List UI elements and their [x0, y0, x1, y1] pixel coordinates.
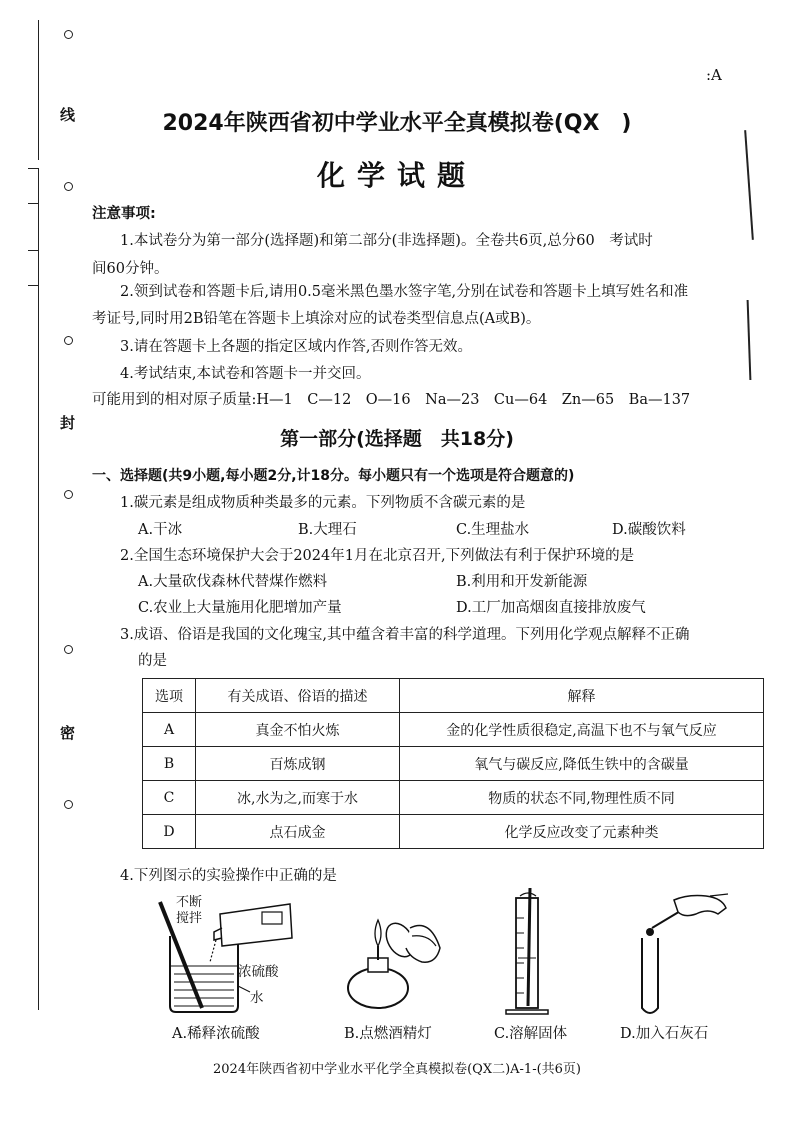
figure-a-label-water: 水	[250, 990, 264, 1006]
table-cell: 物质的状态不同,物理性质不同	[400, 781, 764, 815]
figure-d-caption: D.加入石灰石	[620, 1026, 709, 1042]
table-row	[143, 713, 764, 747]
binding-line-mid	[38, 190, 39, 1010]
figure-a-label-stir: 不断搅拌	[176, 895, 203, 926]
table-cell: 金的化学性质很稳定,高温下也不与氧气反应	[400, 713, 764, 747]
figure-a-caption: A.稀释浓硫酸	[172, 1026, 260, 1042]
q1-option-b: B.大理石	[298, 522, 357, 538]
q1-option-d: D.碳酸饮料	[612, 522, 686, 538]
note-3: 3.请在答题卡上各题的指定区域内作答,否则作答无效。	[120, 339, 472, 355]
q4-stem: 4.下列图示的实验操作中正确的是	[120, 868, 337, 884]
q2-option-d: D.工厂加高烟囱直接排放废气	[456, 600, 646, 616]
paper-type-mark: :A	[706, 66, 722, 84]
table-cell: 百炼成钢	[196, 747, 400, 781]
figure-b-alcohol-lamp	[340, 888, 450, 1018]
binding-hole	[64, 30, 73, 39]
q3-table	[142, 678, 764, 849]
binding-hole	[64, 800, 73, 809]
note-1-cont: 间60分钟。	[92, 261, 169, 277]
alcohol-lamp-illustration	[340, 888, 450, 1018]
subject-title: 化学试题	[316, 159, 477, 192]
atomic-masses: 可能用到的相对原子质量:H—1 C—12 O—16 Na—23 Cu—64 Zn—65 Ba—137	[92, 392, 691, 408]
table-row	[143, 815, 764, 849]
note-2-cont: 考证号,同时用2B铅笔在答题卡上填涂对应的试卷类型信息点(A或B)。	[92, 311, 541, 327]
test-tube-illustration	[622, 888, 732, 1018]
margin-word-secret: 密	[60, 724, 76, 742]
margin-word-seal: 封	[60, 414, 76, 432]
table-header: 选项	[143, 679, 196, 713]
table-cell: 化学反应改变了元素种类	[400, 815, 764, 849]
q3-stem: 3.成语、俗语是我国的文化瑰宝,其中蕴含着丰富的科学道理。下列用化学观点解释不正确	[120, 627, 690, 643]
table-cell: D	[143, 815, 196, 849]
figure-c-cylinder	[498, 888, 558, 1018]
note-4: 4.考试结束,本试卷和答题卡一并交回。	[120, 366, 371, 382]
table-cell: C	[143, 781, 196, 815]
margin-word-line: 线	[60, 106, 76, 124]
table-header: 有关成语、俗语的描述	[196, 679, 400, 713]
q1-option-c: C.生理盐水	[456, 522, 530, 538]
figure-a-dilution	[140, 888, 300, 1018]
page-footer: 2024年陕西省初中学业水平化学全真模拟卷(QX二)A-1-(共6页)	[213, 1062, 581, 1077]
figure-d-test-tube	[622, 888, 732, 1018]
binding-hole	[64, 645, 73, 654]
binding-bracket-2	[28, 250, 39, 286]
q2-stem: 2.全国生态环境保护大会于2024年1月在北京召开,下列做法有利于保护环境的是	[120, 548, 635, 564]
figure-c-caption: C.溶解固体	[494, 1026, 568, 1042]
exam-title: 2024年陕西省初中学业水平全真模拟卷(QX )	[162, 111, 632, 136]
notes-heading: 注意事项:	[92, 206, 156, 222]
part1-heading: 第一部分(选择题 共18分)	[280, 428, 514, 450]
table-cell: 点石成金	[196, 815, 400, 849]
table-cell: B	[143, 747, 196, 781]
dilution-illustration	[140, 888, 300, 1018]
binding-hole	[64, 490, 73, 499]
binding-line-top	[38, 20, 39, 160]
table-cell: 氧气与碳反应,降低生铁中的含碳量	[400, 747, 764, 781]
q2-option-c: C.农业上大量施用化肥增加产量	[138, 600, 342, 616]
table-row	[143, 781, 764, 815]
table-cell: 冰,水为之,而寒于水	[196, 781, 400, 815]
table-cell: A	[143, 713, 196, 747]
note-2: 2.领到试卷和答题卡后,请用0.5毫米黑色墨水签字笔,分别在试卷和答题卡上填写姓名和准	[120, 284, 689, 300]
table-cell: 真金不怕火炼	[196, 713, 400, 747]
q3-stem-cont: 的是	[138, 653, 167, 669]
note-1: 1.本试卷分为第一部分(选择题)和第二部分(非选择题)。全卷共6页,总分60 考试时	[120, 233, 653, 249]
right-edge-mark	[747, 300, 752, 380]
figure-a-label-acid: 浓硫酸	[238, 964, 279, 980]
table-row	[143, 747, 764, 781]
cylinder-illustration	[498, 888, 558, 1018]
binding-hole	[64, 336, 73, 345]
q2-option-a: A.大量砍伐森林代替煤作燃料	[138, 574, 328, 590]
part1-instruction: 一、选择题(共9小题,每小题2分,计18分。每小题只有一个选项是符合题意的)	[92, 468, 575, 484]
q1-option-a: A.干冰	[138, 522, 183, 538]
q1-stem: 1.碳元素是组成物质种类最多的元素。下列物质不含碳元素的是	[120, 495, 526, 511]
table-header-row	[143, 679, 764, 713]
table-header: 解释	[400, 679, 764, 713]
q2-option-b: B.利用和开发新能源	[456, 574, 588, 590]
figure-b-caption: B.点燃酒精灯	[344, 1026, 432, 1042]
